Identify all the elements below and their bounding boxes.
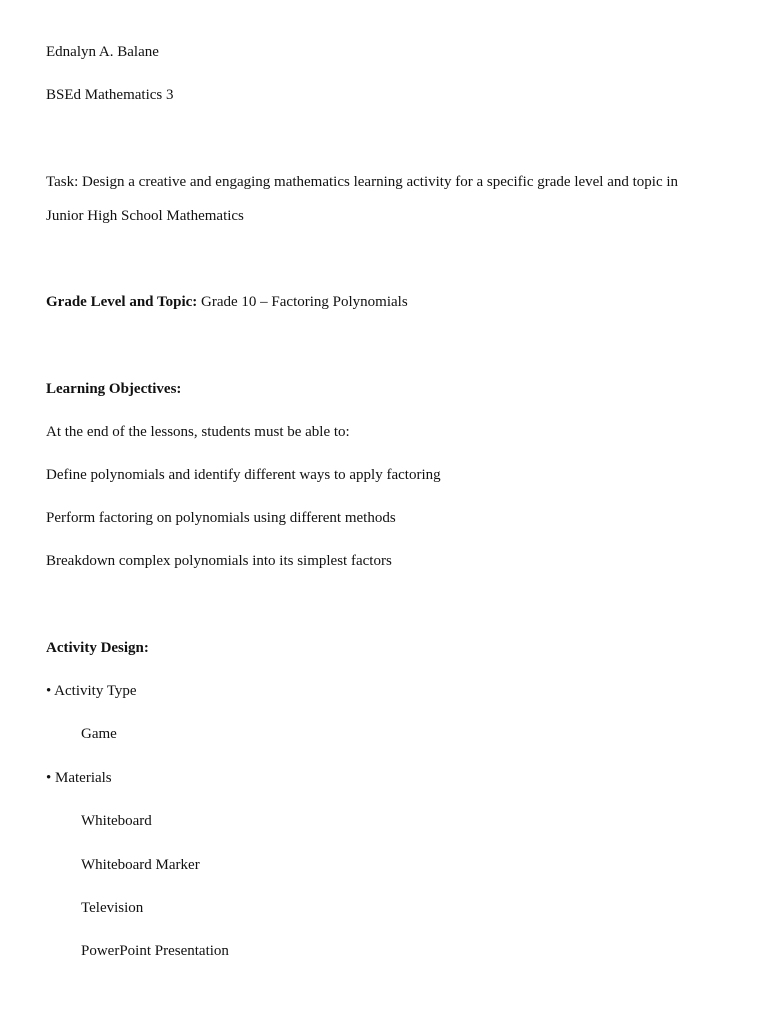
material-item: PowerPoint Presentation	[81, 943, 229, 959]
author-name: Ednalyn A. Balane	[46, 44, 159, 60]
material-item: Whiteboard Marker	[81, 857, 200, 873]
grade-topic-value: Grade 10 – Factoring Polynomials	[197, 294, 408, 310]
course-name: BSEd Mathematics 3	[46, 87, 174, 103]
objective-item: Define polynomials and identify different ways to apply factoring	[46, 467, 441, 483]
material-item: Whiteboard	[81, 813, 152, 829]
objectives-heading: Learning Objectives:	[46, 381, 182, 397]
objective-item: Perform factoring on polynomials using different methods	[46, 510, 396, 526]
objective-item: Breakdown complex polynomials into its simplest factors	[46, 553, 392, 569]
task-line-2: Junior High School Mathematics	[46, 208, 244, 224]
grade-topic-line	[46, 293, 408, 311]
activity-heading: Activity Design:	[46, 640, 149, 656]
activity-type-value: Game	[81, 726, 117, 742]
objectives-intro: At the end of the lessons, students must be able to:	[46, 424, 350, 440]
materials-label: • Materials	[46, 770, 112, 786]
material-item: Television	[81, 900, 144, 916]
grade-topic-label: Grade Level and Topic:	[46, 294, 198, 310]
task-line-1: Task: Design a creative and engaging mathematics learning activity for a specific grade level and topic in	[46, 174, 679, 190]
activity-type-label: • Activity Type	[46, 683, 137, 699]
